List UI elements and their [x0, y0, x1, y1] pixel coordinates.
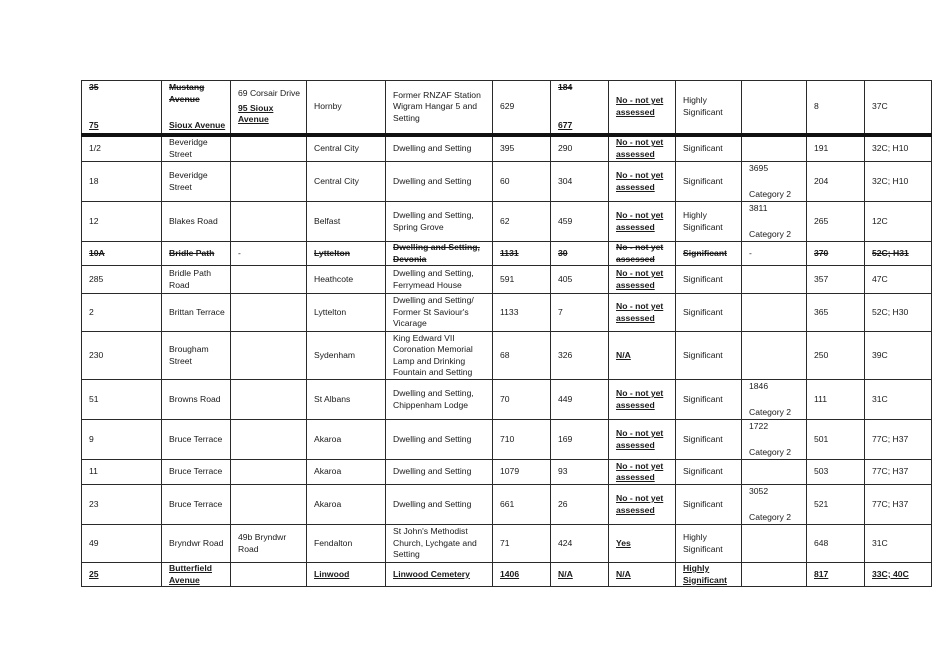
number-cell: 629	[493, 81, 551, 135]
heritage-number: 1846	[749, 381, 769, 391]
number-cell: 111	[807, 380, 865, 420]
address-number-cell: 23	[82, 485, 162, 525]
table-row-added	[82, 563, 932, 587]
significance-cell: Highly Significant	[676, 81, 742, 135]
map-ref-cell: 77C; H37	[865, 460, 932, 485]
table-row	[82, 332, 932, 380]
description-cell: Linwood Cemetery	[386, 563, 493, 587]
significance-cell: Highly Significant	[676, 563, 742, 587]
heritage-cell	[742, 294, 807, 332]
significance-cell: Significant	[676, 242, 742, 266]
heritage-cell	[742, 162, 807, 202]
map-ref-cell: 32C; H10	[865, 135, 932, 162]
heritage-number: 3695	[749, 163, 769, 173]
assessed-cell: No - not yet assessed	[609, 202, 676, 242]
map-ref-cell: 31C	[865, 380, 932, 420]
address-number-cell: 2	[82, 294, 162, 332]
address-number-cell: 230	[82, 332, 162, 380]
description-cell: Dwelling and Setting	[386, 162, 493, 202]
number-cell: 169	[551, 420, 609, 460]
number-cell: 204	[807, 162, 865, 202]
alt-address-bottom: 95 Sioux Avenue	[238, 102, 274, 124]
suburb-cell: Akaroa	[307, 420, 386, 460]
address-number-cell: 49	[82, 525, 162, 563]
map-ref-cell: 52C; H30	[865, 294, 932, 332]
street-cell: Butterfield Avenue	[162, 563, 231, 587]
number-cell: 395	[493, 135, 551, 162]
map-ref-cell: 32C; H10	[865, 162, 932, 202]
heritage-schedule-table	[81, 80, 932, 587]
heritage-cell	[742, 81, 807, 135]
number-cell: 250	[807, 332, 865, 380]
table-row	[82, 266, 932, 294]
heritage-cell	[742, 485, 807, 525]
assessed-cell: No - not yet assessed	[609, 460, 676, 485]
heritage-cell: -	[742, 242, 807, 266]
table-row	[82, 485, 932, 525]
description-cell: Dwelling and Setting/ Former St Saviour's Vicarage	[386, 294, 493, 332]
heritage-category: Category 2	[749, 511, 792, 522]
street-cell: Brittan Terrace	[162, 294, 231, 332]
assessed-cell: No - not yet assessed	[609, 135, 676, 162]
suburb-cell: Sydenham	[307, 332, 386, 380]
table-row	[82, 460, 932, 485]
description-cell: Dwelling and Setting	[386, 485, 493, 525]
significance-cell: Highly Significant	[676, 525, 742, 563]
number-cell: 326	[551, 332, 609, 380]
heritage-category: Category 2	[749, 188, 792, 199]
alt-address-cell	[231, 485, 307, 525]
alt-address-cell	[231, 332, 307, 380]
number-cell: 71	[493, 525, 551, 563]
number-cell: 1406	[493, 563, 551, 587]
number-cell: N/A	[551, 563, 609, 587]
address-number-cell: 51	[82, 380, 162, 420]
number-cell: 661	[493, 485, 551, 525]
suburb-cell: Heathcote	[307, 266, 386, 294]
address-number-cell: 12	[82, 202, 162, 242]
street-cell: Bridle Path Road	[162, 266, 231, 294]
description-cell: Dwelling and Setting	[386, 420, 493, 460]
new-number: 75	[89, 120, 99, 130]
heritage-cell	[742, 266, 807, 294]
new-street: Sioux Avenue	[169, 120, 226, 130]
table-row	[82, 420, 932, 460]
alt-address-cell	[231, 81, 307, 135]
number-cell: 26	[551, 485, 609, 525]
address-number-cell: 285	[82, 266, 162, 294]
number-cell-amended	[551, 81, 609, 135]
table-row	[82, 135, 932, 162]
street-cell: Bridle Path	[162, 242, 231, 266]
number-cell: 521	[807, 485, 865, 525]
alt-address-cell	[231, 420, 307, 460]
description-cell: Dwelling and Setting	[386, 135, 493, 162]
assessed-cell: N/A	[609, 332, 676, 380]
street-cell: Bruce Terrace	[162, 485, 231, 525]
number-cell: 8	[807, 81, 865, 135]
assessed-cell: No - not yet assessed	[609, 81, 676, 135]
map-ref-cell: 47C	[865, 266, 932, 294]
alt-address-cell	[231, 380, 307, 420]
number-cell: 7	[551, 294, 609, 332]
heritage-category: Category 2	[749, 228, 792, 239]
assessed-cell: No - not yet assessed	[609, 162, 676, 202]
number-cell: 290	[551, 135, 609, 162]
map-ref-cell: 77C; H37	[865, 420, 932, 460]
description-cell: Dwelling and Setting, Chippenham Lodge	[386, 380, 493, 420]
description-cell: St John's Methodist Church, Lychgate and Setting	[386, 525, 493, 563]
table-row	[82, 525, 932, 563]
alt-address-cell	[231, 135, 307, 162]
street-cell: Beveridge Street	[162, 162, 231, 202]
significance-cell: Significant	[676, 294, 742, 332]
suburb-cell: Hornby	[307, 81, 386, 135]
table-row	[82, 202, 932, 242]
number-cell: 30	[551, 242, 609, 266]
old-value: 184	[558, 82, 573, 92]
old-number: 35	[89, 82, 99, 92]
street-cell: Bryndwr Road	[162, 525, 231, 563]
significance-cell: Significant	[676, 460, 742, 485]
assessed-cell: No - not yet assessed	[609, 242, 676, 266]
number-cell: 304	[551, 162, 609, 202]
street-cell: Bruce Terrace	[162, 420, 231, 460]
street-cell: Browns Road	[162, 380, 231, 420]
table-row	[82, 294, 932, 332]
number-cell: 648	[807, 525, 865, 563]
map-ref-cell: 77C; H37	[865, 485, 932, 525]
map-ref-cell: 33C; 40C	[865, 563, 932, 587]
street-cell: Blakes Road	[162, 202, 231, 242]
suburb-cell: Central City	[307, 162, 386, 202]
heritage-cell	[742, 332, 807, 380]
suburb-cell: Linwood	[307, 563, 386, 587]
street-cell: Beveridge Street	[162, 135, 231, 162]
number-cell: 591	[493, 266, 551, 294]
suburb-cell: Akaroa	[307, 485, 386, 525]
heritage-category: Category 2	[749, 446, 792, 457]
street-cell	[162, 81, 231, 135]
alt-address-cell: -	[231, 242, 307, 266]
number-cell: 68	[493, 332, 551, 380]
address-number-cell: 11	[82, 460, 162, 485]
alt-address-cell	[231, 563, 307, 587]
significance-cell: Significant	[676, 332, 742, 380]
number-cell: 1079	[493, 460, 551, 485]
number-cell: 62	[493, 202, 551, 242]
street-cell: Bruce Terrace	[162, 460, 231, 485]
description-cell: Former RNZAF Station Wigram Hangar 5 and Setting	[386, 81, 493, 135]
address-number-cell	[82, 81, 162, 135]
old-street: Mustang Avenue	[169, 82, 205, 104]
assessed-cell: No - not yet assessed	[609, 485, 676, 525]
number-cell: 501	[807, 420, 865, 460]
map-ref-cell: 52C; H31	[865, 242, 932, 266]
map-ref-cell: 12C	[865, 202, 932, 242]
description-cell: Dwelling and Setting, Spring Grove	[386, 202, 493, 242]
address-number-cell: 1/2	[82, 135, 162, 162]
number-cell: 1133	[493, 294, 551, 332]
description-cell: Dwelling and Setting	[386, 460, 493, 485]
map-ref-cell: 31C	[865, 525, 932, 563]
significance-cell: Significant	[676, 485, 742, 525]
heritage-number: 3811	[749, 203, 768, 213]
suburb-cell: St Albans	[307, 380, 386, 420]
street-cell: Brougham Street	[162, 332, 231, 380]
heritage-category: Category 2	[749, 406, 792, 417]
table-row	[82, 81, 932, 135]
assessed-cell: No - not yet assessed	[609, 294, 676, 332]
significance-cell: Significant	[676, 266, 742, 294]
number-cell: 70	[493, 380, 551, 420]
heritage-cell	[742, 460, 807, 485]
alt-address-cell	[231, 162, 307, 202]
number-cell: 817	[807, 563, 865, 587]
number-cell: 459	[551, 202, 609, 242]
number-cell: 1131	[493, 242, 551, 266]
number-cell: 503	[807, 460, 865, 485]
number-cell: 191	[807, 135, 865, 162]
heritage-cell	[742, 420, 807, 460]
description-cell: Dwelling and Setting, Devonia	[386, 242, 493, 266]
significance-cell: Significant	[676, 135, 742, 162]
suburb-cell: Lyttelton	[307, 242, 386, 266]
heritage-cell	[742, 563, 807, 587]
heritage-number: 3052	[749, 486, 769, 496]
suburb-cell: Central City	[307, 135, 386, 162]
assessed-cell: No - not yet assessed	[609, 420, 676, 460]
number-cell: 710	[493, 420, 551, 460]
number-cell: 265	[807, 202, 865, 242]
alt-address-cell	[231, 266, 307, 294]
table-row	[82, 380, 932, 420]
alt-address-cell	[231, 460, 307, 485]
address-number-cell: 10A	[82, 242, 162, 266]
alt-address-cell: 49b Bryndwr Road	[231, 525, 307, 563]
significance-cell: Significant	[676, 162, 742, 202]
number-cell: 405	[551, 266, 609, 294]
description-cell: Dwelling and Setting, Ferrymead House	[386, 266, 493, 294]
map-ref-cell: 37C	[865, 81, 932, 135]
number-cell: 365	[807, 294, 865, 332]
significance-cell: Significant	[676, 420, 742, 460]
address-number-cell: 18	[82, 162, 162, 202]
heritage-cell	[742, 202, 807, 242]
heritage-number: 1722	[749, 421, 769, 431]
number-cell: 357	[807, 266, 865, 294]
address-number-cell: 9	[82, 420, 162, 460]
heritage-cell	[742, 135, 807, 162]
new-value: 677	[558, 120, 573, 130]
alt-address-cell	[231, 202, 307, 242]
description-cell: King Edward VII Coronation Memorial Lamp and Drinking Fountain and Setting	[386, 332, 493, 380]
number-cell: 93	[551, 460, 609, 485]
number-cell: 449	[551, 380, 609, 420]
map-ref-cell: 39C	[865, 332, 932, 380]
number-cell: 370	[807, 242, 865, 266]
table-row-deleted	[82, 242, 932, 266]
assessed-cell: No - not yet assessed	[609, 266, 676, 294]
address-number-cell: 25	[82, 563, 162, 587]
alt-address-top: 69 Corsair Drive	[238, 88, 301, 98]
suburb-cell: Akaroa	[307, 460, 386, 485]
heritage-cell	[742, 525, 807, 563]
suburb-cell: Fendalton	[307, 525, 386, 563]
assessed-cell: Yes	[609, 525, 676, 563]
assessed-cell: No - not yet assessed	[609, 380, 676, 420]
table-row	[82, 162, 932, 202]
alt-address-cell	[231, 294, 307, 332]
number-cell: 60	[493, 162, 551, 202]
heritage-cell	[742, 380, 807, 420]
suburb-cell: Lyttelton	[307, 294, 386, 332]
suburb-cell: Belfast	[307, 202, 386, 242]
significance-cell: Significant	[676, 380, 742, 420]
significance-cell: Highly Significant	[676, 202, 742, 242]
assessed-cell: N/A	[609, 563, 676, 587]
number-cell: 424	[551, 525, 609, 563]
